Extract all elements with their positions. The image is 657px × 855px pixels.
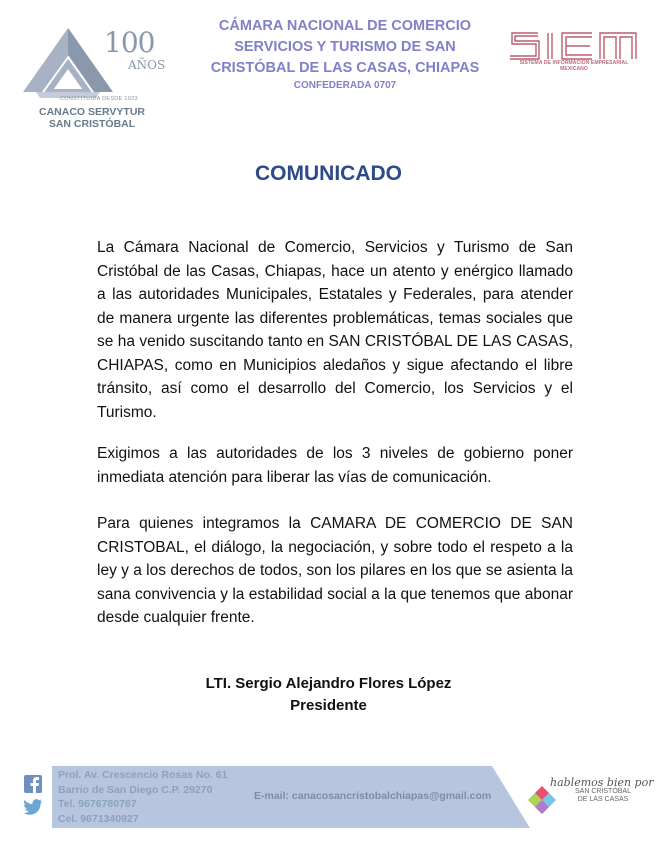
- paragraph-2: Exigimos a las autoridades de los 3 niveles de gobierno poner inmediata atención para liberar las vías de comunicación.: [97, 445, 573, 486]
- document-title: COMUNICADO: [255, 162, 402, 185]
- signer-role: Presidente: [290, 697, 367, 714]
- hablemos-subtitle: [560, 788, 646, 804]
- hablemos-logo: [522, 768, 654, 828]
- cell-number: Cel. 9671340927: [58, 812, 139, 825]
- logo-years: AÑOS: [128, 58, 166, 72]
- hablemos-title: hablemos bien por: [550, 776, 654, 789]
- paragraph-1: La Cámara Nacional de Comercio, Servicios y Turismo de San Cristóbal de las Casas, Chiapas, hace un atento y enérgico llamado a las autoridades Municipales, Estatales y Federales, para atender de manera urgente las diferentes problemáticas, temas sociales que se ha venido suscitando tanto en SAN CRISTÓBAL DE LAS CASAS, CHIAPAS, como en Municipios aledaños y sigue afectando el libre tránsito, así como el desarrollo del Comercio, los Servicios y el Turismo.: [97, 239, 573, 421]
- canaco-logo: [20, 20, 165, 130]
- address-line-2: Barrio de San Diego C.P. 29270: [58, 783, 213, 796]
- signature-block: [0, 673, 657, 717]
- logo-number: 100: [104, 26, 155, 59]
- address-line-1: Prol. Av. Crescencio Rosas No. 61: [58, 769, 228, 781]
- organization-header: [190, 16, 500, 93]
- siem-subtitle: SISTEMA DE INFORMACION EMPRESARIAL MEXICANO: [519, 60, 629, 72]
- siem-logo: [508, 30, 640, 75]
- org-line-1: CÁMARA NACIONAL DE COMERCIO: [218, 18, 472, 34]
- org-line-3: CRISTÓBAL DE LAS CASAS, CHIAPAS: [210, 60, 480, 76]
- confederation-label: CONFEDERADA 0707: [293, 80, 397, 91]
- hablemos-sub-2: DE LAS CASAS: [577, 796, 629, 803]
- facebook-icon[interactable]: [24, 775, 42, 793]
- twitter-icon[interactable]: [23, 799, 43, 815]
- logo-caption-line1: CANACO SERVYTUR: [39, 106, 145, 118]
- logo-caption-line2: SAN CRISTÓBAL: [48, 118, 136, 130]
- logo-caption: [22, 106, 162, 130]
- footer-address: [58, 768, 227, 826]
- hablemos-sub-1: SAN CRISTÓBAL: [574, 788, 631, 795]
- org-line-2: SERVICIOS Y TURISMO DE SAN: [234, 39, 456, 55]
- paragraph-3: Para quienes integramos la CAMARA DE COMERCIO DE SAN CRISTOBAL, el diálogo, la negociación, y sobre todo el respeto a la ley y a los derechos de todos, son los pilares en los que se asienta la sana convivencia y la estabilidad social a la que tenemos que abonar desde cualquier frente.: [97, 515, 573, 626]
- phone-number: Tel. 9676780767: [58, 798, 137, 810]
- logo-founded: CONSTITUIDA DESDE 1923: [60, 96, 138, 102]
- siem-wordmark-icon: [508, 30, 640, 60]
- signer-name: LTI. Sergio Alejandro Flores López: [205, 675, 452, 692]
- footer-email[interactable]: E-mail: canacosancristobalchiapas@gmail.com: [254, 790, 492, 802]
